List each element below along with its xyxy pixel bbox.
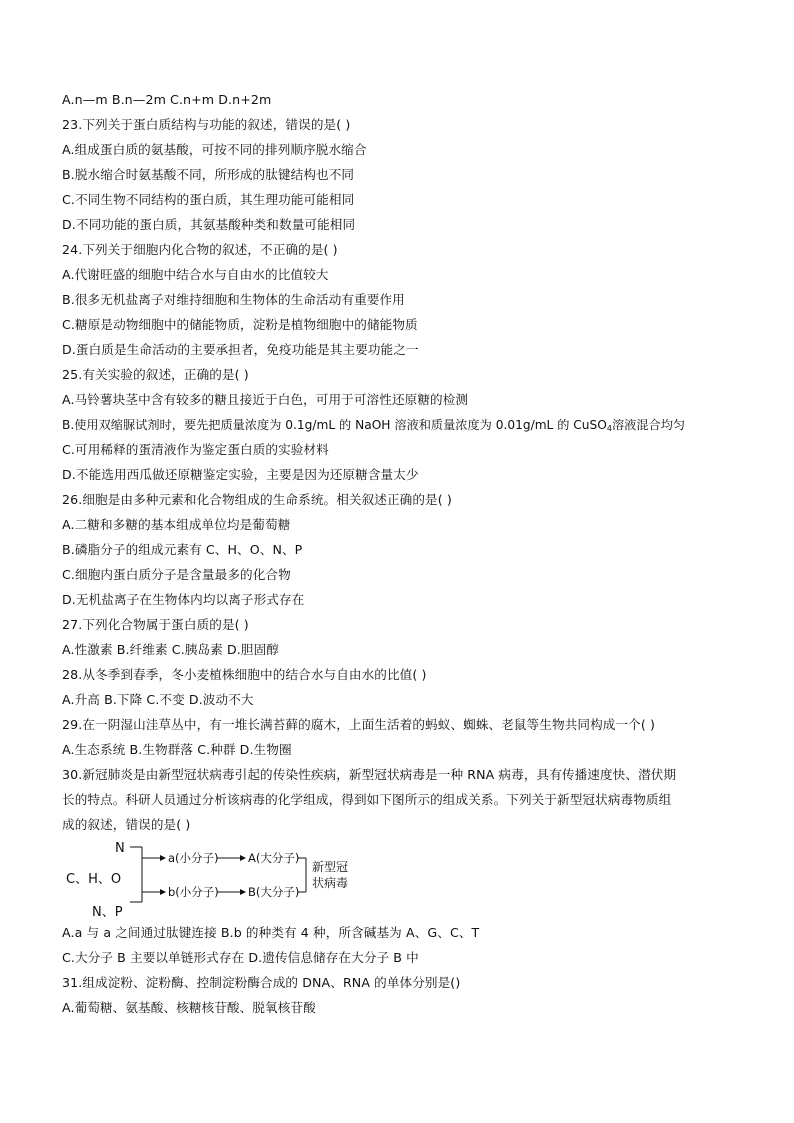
- virus-label-line2: 状病毒: [312, 876, 349, 890]
- virus-composition-diagram: [62, 838, 382, 922]
- q31-stem: 31.组成淀粉、淀粉酶、控制淀粉酶合成的 DNA、RNA 的单体分别是(): [62, 975, 461, 990]
- q27-stem: 27.下列化合物属于蛋白质的是( ): [62, 617, 249, 632]
- q27-options: A.性激素 B.纤维素 C.胰岛素 D.胆固醇: [62, 642, 279, 657]
- q30-stem-line2: 长的特点。科研人员通过分析该病毒的化学组成，得到如下图所示的组成关系。下列关于新型冠状病毒物质组: [62, 792, 672, 807]
- element-np-label: N、P: [92, 905, 123, 920]
- q30-options-ab: A.a 与 a 之间通过肽键连接 B.b 的种类有 4 种，所含碱基为 A、G、C、T: [62, 925, 480, 940]
- q25-option-b-text: B.使用双缩脲试剂时，要先把质量浓度为 0.1g/mL 的 NaOH 溶液和质量浓度为 0.01g/mL 的 CuSO: [62, 418, 607, 432]
- macromolecule-b: B(大分子): [248, 885, 300, 899]
- q30-options-cd: C.大分子 B 主要以单链形式存在 D.遗传信息储存在大分子 B 中: [62, 950, 419, 965]
- macromolecule-a: A(大分子): [248, 851, 300, 865]
- q25-stem: 25.有关实验的叙述，正确的是( ): [62, 367, 249, 382]
- q25-option-b: [62, 417, 685, 433]
- q25-option-b-subscript: 4: [606, 424, 612, 433]
- q29-stem: 29.在一阴湿山洼草丛中，有一堆长满苔藓的腐木，上面生活着的蚂蚁、蜘蛛、老鼠等生物共同构成一个( ): [62, 717, 655, 732]
- q26-option-c: C.细胞内蛋白质分子是含量最多的化合物: [62, 567, 291, 582]
- element-cho-label: C、H、O: [66, 872, 122, 887]
- q24-stem: 24.下列关于细胞内化合物的叙述，不正确的是( ): [62, 242, 338, 257]
- q24-option-b: B.很多无机盐离子对维持细胞和生物体的生命活动有重要作用: [62, 292, 405, 307]
- q31-option-a: A.葡萄糖、氨基酸、核糖核苷酸、脱氧核苷酸: [62, 1000, 316, 1015]
- q26-option-d: D.无机盐离子在生物体内均以离子形式存在: [62, 592, 305, 607]
- q28-stem: 28.从冬季到春季，冬小麦植株细胞中的结合水与自由水的比值( ): [62, 667, 427, 682]
- q28-options: A.升高 B.下降 C.不变 D.波动不大: [62, 692, 254, 707]
- q26-option-a: A.二糖和多糖的基本组成单位均是葡萄糖: [62, 517, 291, 532]
- q25-option-c: C.可用稀释的蛋清液作为鉴定蛋白质的实验材料: [62, 442, 329, 457]
- q24-option-a: A.代谢旺盛的细胞中结合水与自由水的比值较大: [62, 267, 329, 282]
- q26-stem: 26.细胞是由多种元素和化合物组成的生命系统。相关叙述正确的是( ): [62, 492, 452, 507]
- q25-option-b-tail: 溶液混合均匀: [611, 418, 686, 432]
- q23-stem: 23.下列关于蛋白质结构与功能的叙述，错误的是( ): [62, 117, 351, 132]
- small-molecule-b: b(小分子): [168, 885, 219, 899]
- q26-option-b: B.磷脂分子的组成元素有 C、H、O、N、P: [62, 542, 303, 557]
- q23-option-b: B.脱水缩合时氨基酸不同，所形成的肽键结构也不同: [62, 167, 355, 182]
- q24-option-d: D.蛋白质是生命活动的主要承担者，免疫功能是其主要功能之一: [62, 342, 419, 357]
- q23-option-a: A.组成蛋白质的氨基酸，可按不同的排列顺序脱水缩合: [62, 142, 367, 157]
- q23-option-c: C.不同生物不同结构的蛋白质，其生理功能可能相同: [62, 192, 355, 207]
- q22-options: A.n—m B.n—2m C.n+m D.n+2m: [62, 92, 272, 107]
- small-molecule-a: a(小分子): [168, 851, 219, 865]
- q29-options: A.生态系统 B.生物群落 C.种群 D.生物圈: [62, 742, 292, 757]
- q23-option-d: D.不同功能的蛋白质，其氨基酸种类和数量可能相同: [62, 217, 356, 232]
- q24-option-c: C.糖原是动物细胞中的储能物质，淀粉是植物细胞中的储能物质: [62, 317, 418, 332]
- q30-stem-line3: 成的叙述，错误的是( ): [62, 817, 191, 832]
- q25-option-d: D.不能选用西瓜做还原糖鉴定实验，主要是因为还原糖含量太少: [62, 467, 419, 482]
- element-n-label: N: [115, 841, 125, 856]
- q30-stem-line1: 30.新冠肺炎是由新型冠状病毒引起的传染性疾病，新型冠状病毒是一种 RNA 病毒，具有传播速度快、潜伏期: [62, 767, 677, 782]
- q25-option-a: A.马铃薯块茎中含有较多的糖且接近于白色，可用于可溶性还原糖的检测: [62, 392, 469, 407]
- virus-label-line1: 新型冠: [312, 860, 349, 874]
